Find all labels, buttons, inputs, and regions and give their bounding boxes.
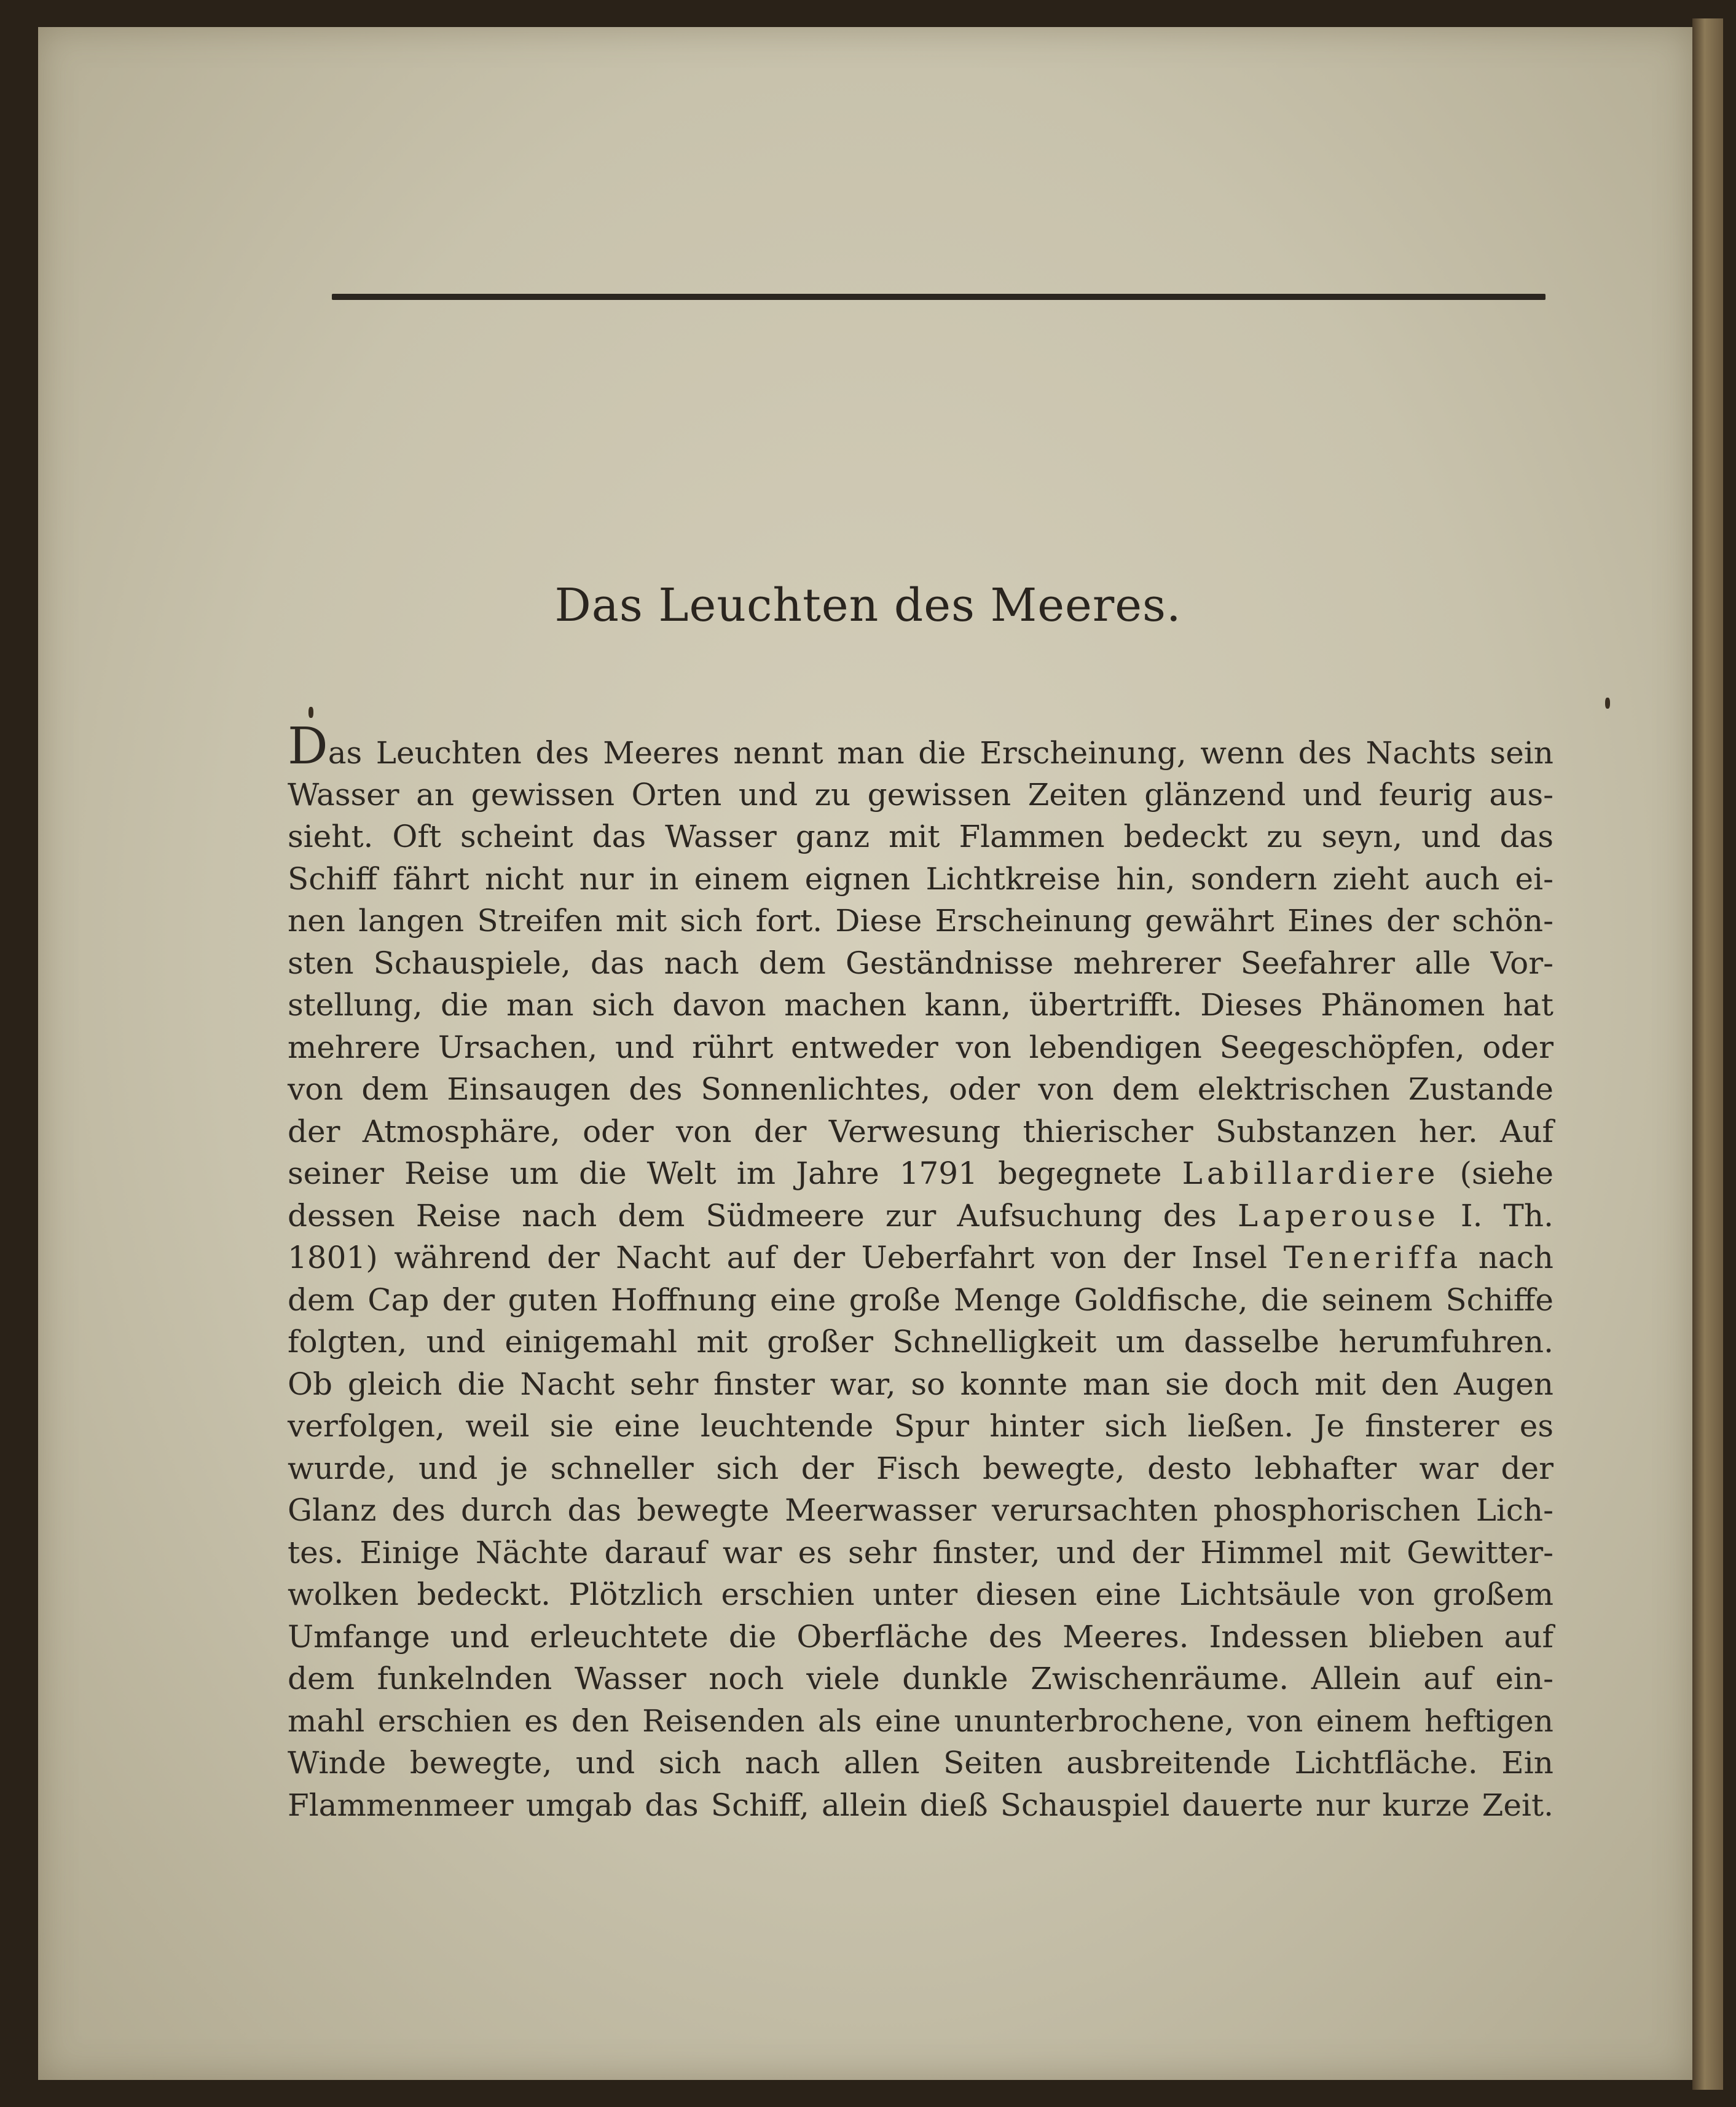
body-text: dem funkelnden Wasser noch viele dunkle Zwischenräume. Allein auf ein- [288,1661,1553,1696]
body-line [288,1700,1553,1743]
body-text: Ob gleich die Nacht sehr finster war, so konnte man sie doch mit den Augen [288,1366,1553,1402]
body-text: sieht. Oft scheint das Wasser ganz mit Flammen bedeckt zu seyn, und das [288,819,1553,854]
ink-speck [1605,698,1610,709]
body-text: Umfange und erleuchtete die Oberfläche des Meeres. Indessen blieben auf [288,1618,1553,1655]
body-text: wolken bedeckt. Plötzlich erschien unter diesen eine Lichtsäule von großem [288,1577,1553,1612]
body-line [288,717,1553,776]
body-text: Winde bewegte, und sich nach allen Seiten ausbreitende Lichtfläche. Ein [288,1745,1553,1781]
body-line [288,1573,1553,1616]
body-text: tes. Einige Nächte darauf war es sehr finster, und der Himmel mit Gewitter- [288,1534,1553,1570]
body-text: von dem Einsaugen des Sonnenlichtes, oder von dem elektrischen Zustande [288,1071,1553,1107]
body-text: Schiff fährt nicht nur in einem eignen Lichtkreise hin, sondern zieht auch ei- [288,861,1553,897]
body-text: folgten, und einigemahl mit großer Schnelligkeit um dasselbe herumfuhren. [288,1324,1553,1360]
spaced-name: Teneriffa [1283,1240,1463,1275]
body-line [288,1111,1553,1153]
page-title: Das Leuchten des Meeres. [554,579,1182,632]
body-text: I. Th. [1439,1197,1553,1234]
body-text: mehrere Ursachen, und rührt entweder von lebendigen Seegeschöpfen, oder [288,1029,1553,1065]
body-text: mahl erschien es den Reisenden als eine ununterbrochene, von einem heftigen [288,1703,1553,1739]
body-line [288,858,1553,900]
body-line [288,1026,1553,1069]
body-line [288,942,1553,985]
body-text: seiner Reise um die Welt im Jahre 1791 begegnete [288,1156,1182,1191]
header-rule [332,294,1546,300]
body-text: Wasser an gewissen Orten und zu gewissen Zeiten glänzend und feurig aus- [288,776,1553,813]
body-text: as Leuchten des Meeres nennt man die Erscheinung, wenn des Nachts sein [328,735,1553,771]
body-line [288,1237,1553,1279]
body-text: (siehe [1439,1156,1553,1191]
body-text: wurde, und je schneller sich der Fisch bewegte, desto lebhafter war der [288,1450,1553,1486]
body-text: 1801) während der Nacht auf der Ueberfahrt von der Insel [288,1240,1284,1275]
spaced-name: Labillardiere [1182,1156,1440,1191]
drop-cap: D [288,717,328,776]
body-text: Glanz des durch das bewegte Meerwasser verursachten phosphorischen Lich- [288,1492,1553,1528]
body-line [288,1068,1553,1111]
body-line [288,1279,1553,1321]
body-line [288,1784,1553,1827]
body-text: nen langen Streifen mit sich fort. Diese Erscheinung gewährt Eines der schön- [288,903,1553,939]
spaced-name: Laperouse [1237,1197,1440,1234]
body-line [288,1405,1553,1447]
binding-edge [1692,18,1723,2090]
body-line [288,1489,1553,1532]
body-line [288,1152,1553,1195]
body-text: Flammenmeer umgab das Schiff, allein dieß Schauspiel dauerte nur kurze Zeit. [288,1787,1553,1823]
body-line [288,774,1553,816]
body-line [288,1321,1553,1363]
body-line [288,984,1553,1026]
body-text: der Atmosphäre, oder von der Verwesung thierischer Substanzen her. Auf [288,1113,1553,1149]
body-line [288,1195,1553,1237]
body-text: stellung, die man sich davon machen kann, übertrifft. Dieses Phänomen hat [288,987,1553,1023]
body-line [288,1616,1553,1658]
body-text: sten Schauspiele, das nach dem Geständnisse mehrerer Seefahrer alle Vor- [288,945,1553,981]
body-text: dem Cap der guten Hoffnung eine große Menge Goldfische, die seinem Schiffe [288,1282,1553,1318]
body-line [288,816,1553,858]
body-text: nach [1462,1240,1553,1275]
body-line [288,1447,1553,1490]
body-text: verfolgen, weil sie eine leuchtende Spur hinter sich ließen. Je finsterer es [288,1408,1553,1444]
body-line [288,1532,1553,1574]
body-line [288,1742,1553,1784]
ink-speck [308,707,313,718]
body-text: dessen Reise nach dem Südmeere zur Aufsuchung des [288,1197,1238,1234]
article-body [288,717,1553,1826]
body-line [288,900,1553,942]
body-line [288,1363,1553,1406]
body-line [288,1658,1553,1700]
